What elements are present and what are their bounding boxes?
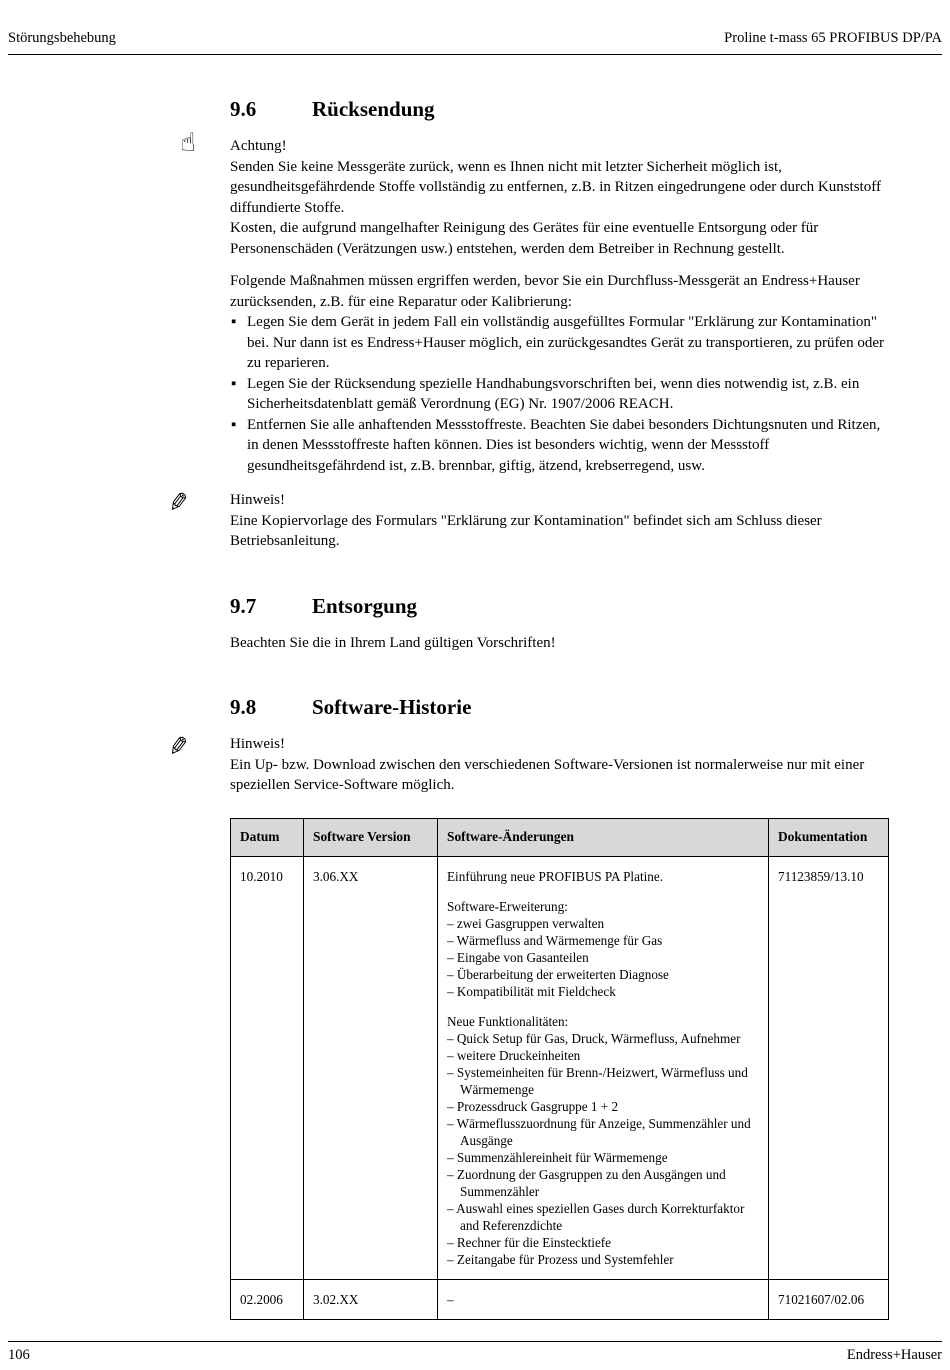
footer-page-number: 106: [8, 1347, 30, 1363]
list-item: ▪ Legen Sie dem Gerät in jedem Fall ein vollständig ausgefülltes Formular "Erklärung zur Kontamination" bei. Nur dann ist es Endress+Hauser möglich, ein zurückgesandtes Gerät zu transportieren, zu prüfen oder zu reparieren.: [230, 312, 888, 374]
header-right-text: Proline t-mass 65 PROFIBUS DP/PA: [724, 30, 942, 46]
section-96-heading: [230, 97, 888, 122]
page-header: [8, 30, 942, 55]
change-item: – Zeitangabe für Prozess und Systemfehler: [447, 1251, 674, 1267]
change-item: – Eingabe von Gasanteilen: [447, 949, 589, 965]
table-header-row: [231, 818, 889, 856]
changes-group-software-erweiterung: [447, 898, 759, 1000]
list-item: ▪ Entfernen Sie alle anhaftenden Messstoffreste. Beachten Sie dabei besonders Dichtungsnuten und Ritzen, in denen Messstoffreste haften können. Dies ist besonders wichtig, wenn der Messstoff gesundheitsgefährdend ist, z.B. brennbar, giftig, ätzend, krebserregend, usw.: [230, 415, 888, 477]
note-96-text: Eine Kopiervorlage des Formulars "Erklärung zur Kontamination" befindet sich am Schluss dieser Betriebsanleitung.: [230, 512, 822, 549]
change-item: – Überarbeitung der erweiterten Diagnose: [447, 966, 669, 982]
section-97-title: Entsorgung: [312, 593, 418, 618]
section-entsorgung: [230, 594, 888, 654]
col-header-dokumentation: Dokumentation: [769, 818, 889, 856]
section-96-title: Rücksendung: [312, 97, 435, 121]
change-item: – weitere Druckeinheiten: [447, 1047, 581, 1063]
return-measures-list: [230, 312, 888, 476]
col-header-software-aenderungen: Software-Änderungen: [438, 818, 769, 856]
section-97-heading: [230, 594, 888, 619]
cell-datum: 10.2010: [231, 856, 304, 1279]
table-row: [231, 856, 889, 1279]
cell-dokumentation: 71123859/13.10: [769, 856, 889, 1279]
changes-group-title: Software-Erweiterung:: [447, 898, 568, 914]
change-item: – Auswahl eines speziellen Gases durch Korrekturfaktor and Referenzdichte: [447, 1200, 745, 1233]
change-item: – Wärmeflusszuordnung für Anzeige, Summenzähler und Ausgänge: [447, 1115, 751, 1148]
change-item: – Zuordnung der Gasgruppen zu den Ausgängen und Summenzähler: [447, 1166, 726, 1199]
section-97-number: 9.7: [230, 593, 257, 618]
change-item: – zwei Gasgruppen verwalten: [447, 915, 605, 931]
cell-dokumentation: 71021607/02.06: [769, 1279, 889, 1319]
page-footer: [8, 1341, 942, 1364]
caution-paragraph-1: Senden Sie keine Messgeräte zurück, wenn es Ihnen nicht mit letzter Sicherheit möglich ist, gesundheitsgefährdende Stoffe vollständig zu entfernen, z.B. in Ritzen eingedrungene oder durch Kunststoff diffundierte Stoffe.: [230, 158, 881, 216]
table-row: [231, 1279, 889, 1319]
software-history-table: [230, 818, 889, 1320]
changes-group-title: Neue Funktionalitäten:: [447, 1013, 569, 1029]
change-item: – Systemeinheiten für Brenn-/Heizwert, Wärmefluss und Wärmemenge: [447, 1064, 748, 1097]
caution-paragraph-2: Kosten, die aufgrund mangelhafter Reinigung des Gerätes für eine eventuelle Entsorgung oder für Personenschäden (Verätzungen usw.) entstehen, werden dem Betreiber in Rechnung gestellt.: [230, 220, 819, 257]
change-item: – Kompatibilität mit Fieldcheck: [447, 983, 616, 999]
disposal-paragraph: Beachten Sie die in Ihrem Land gültigen Vorschriften!: [230, 634, 556, 651]
section-98-heading: [230, 695, 888, 720]
attention-hand-icon: ☝: [180, 128, 196, 158]
col-header-software-version: Software Version: [304, 818, 438, 856]
footer-company-name: Endress+Hauser: [846, 1347, 942, 1363]
cell-datum: 02.2006: [231, 1279, 304, 1319]
changes-group-neue-funktionalitaeten: [447, 1013, 759, 1268]
return-measures-paragraph: Folgende Maßnahmen müssen ergriffen werden, bevor Sie ein Durchfluss-Messgerät an Endress+Hauser zurücksenden, z.B. für eine Reparatur oder Kalibrierung:: [230, 273, 860, 310]
header-left-text: Störungsbehebung: [8, 30, 116, 46]
note-pencil-icon: ✎: [166, 730, 191, 763]
change-item: – Quick Setup für Gas, Druck, Wärmefluss, Aufnehmer: [447, 1030, 741, 1046]
section-software-historie: [166, 695, 888, 1320]
section-ruecksendung: [166, 97, 888, 552]
section-96-number: 9.6: [230, 97, 257, 121]
cell-software-version: 3.06.XX: [304, 856, 438, 1279]
page-content: [166, 97, 888, 1320]
cell-software-aenderungen: [438, 856, 769, 1279]
change-item: – Wärmefluss and Wärmemenge für Gas: [447, 932, 663, 948]
note-96-label: Hinweis!: [230, 492, 285, 508]
change-item: – Rechner für die Einstecktiefe: [447, 1234, 612, 1250]
note-block-98: [166, 730, 888, 796]
note-pencil-icon: ✎: [166, 486, 191, 519]
note-98-text: Ein Up- bzw. Download zwischen den verschiedenen Software-Versionen ist normalerweise nur mit einer speziellen Service-Software möglich.: [230, 756, 865, 793]
caution-block: [180, 128, 888, 259]
change-item: – Prozessdruck Gasgruppe 1 + 2: [447, 1098, 619, 1114]
cell-software-version: 3.02.XX: [304, 1279, 438, 1319]
col-header-datum: Datum: [231, 818, 304, 856]
changes-intro: Einführung neue PROFIBUS PA Platine.: [447, 868, 664, 884]
note-block-96: [166, 486, 888, 552]
section-98-title: Software-Historie: [312, 695, 472, 719]
section-98-number: 9.8: [230, 695, 257, 719]
change-item: – Summenzählereinheit für Wärmemenge: [447, 1149, 668, 1165]
cell-software-aenderungen: –: [438, 1279, 769, 1319]
note-98-label: Hinweis!: [230, 736, 285, 752]
caution-label: Achtung!: [230, 138, 287, 154]
list-item: ▪ Legen Sie der Rücksendung spezielle Handhabungsvorschriften bei, wenn dies notwendig ist, z.B. ein Sicherheitsdatenblatt gemäß Verordnung (EG) Nr. 1907/2006 REACH.: [230, 374, 888, 415]
